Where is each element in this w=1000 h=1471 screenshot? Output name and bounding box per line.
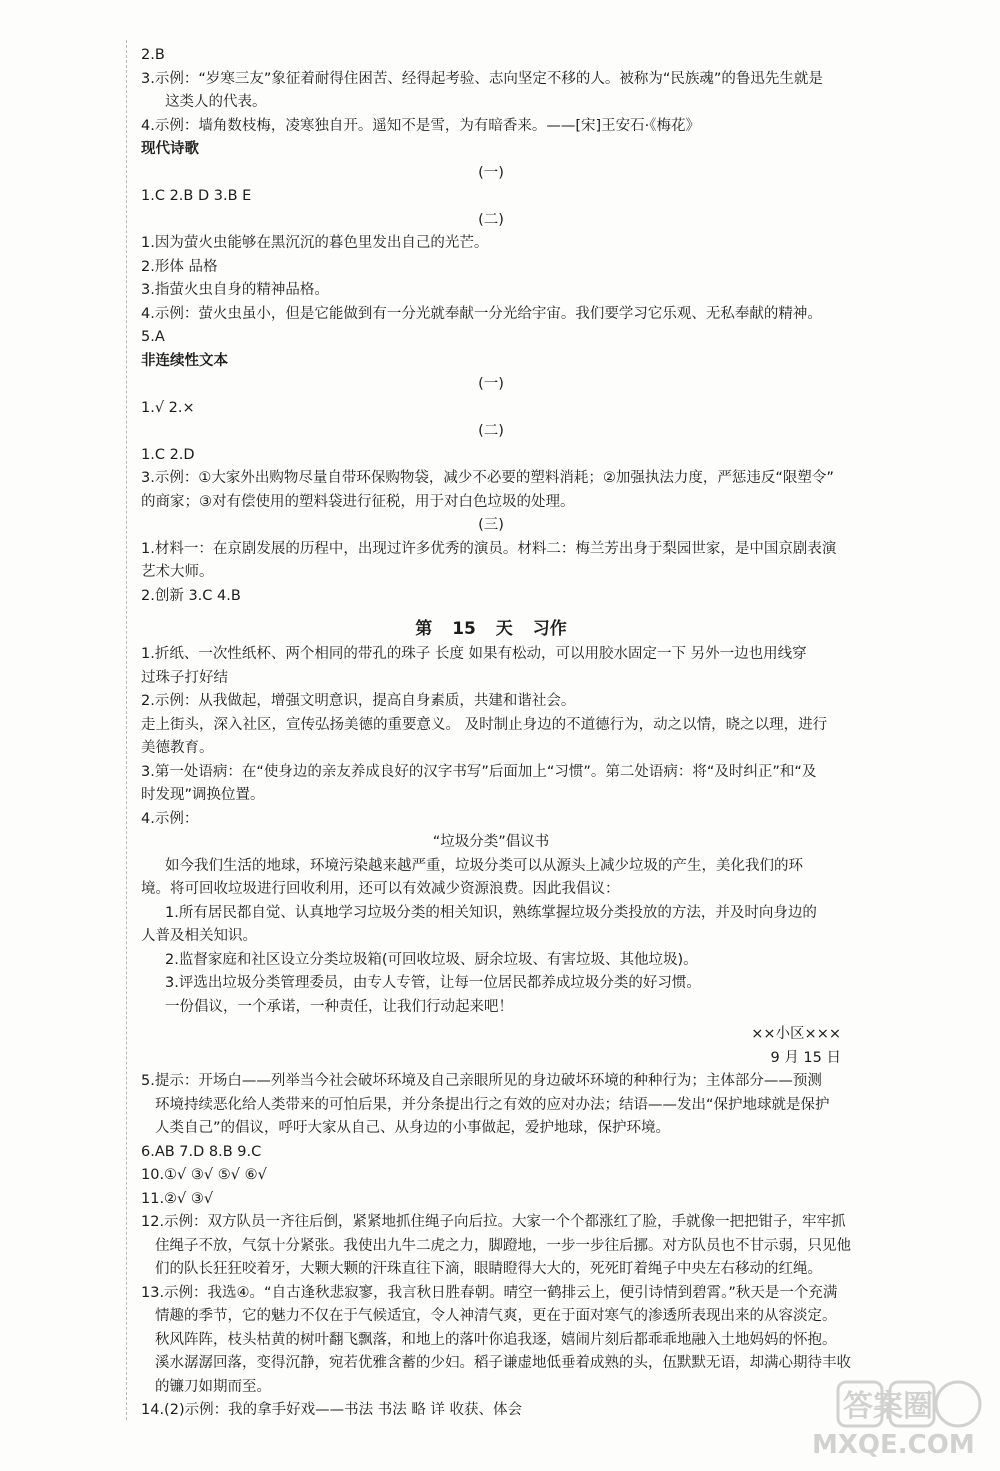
answer-line: 3.第一处语病：在“使身边的亲友养成良好的汉字书写”后面加上“习惯”。第二处语病：将“及时纠正”和“及: [141, 763, 817, 780]
answer-line: 走上街头，深入社区，宣传弘扬美德的重要意义。 及时制止身边的不道德行为，动之以情，晓之以理，进行: [141, 716, 828, 733]
answer-line: 秋风阵阵，枝头枯黄的树叶翻飞飘落，和地上的落叶你追我逐，嬉闹片刻后都乖乖地融入土地妈妈的怀抱。: [155, 1331, 837, 1348]
answer-line: 的镰刀如期而至。: [155, 1378, 271, 1395]
answer-line: 们的队长狂狂咬着牙，大颗大颗的汗珠直往下滴，眼睛瞪得大大的，死死盯着绳子中央左右移动的红绳。: [155, 1261, 822, 1277]
binding-margin-line: [126, 40, 127, 1420]
answer-line: 5.A: [141, 329, 165, 345]
part-label: (三): [478, 517, 504, 533]
part-label: (二): [478, 423, 504, 439]
section-heading-modern-poetry: 现代诗歌: [141, 141, 199, 157]
answer-line: 1.材料一：在京剧发展的历程中，出现过许多优秀的演员。材料二：梅兰芳出身于梨园世家，是中国京剧表演: [141, 540, 837, 557]
answer-line: 2.形体 品格: [141, 258, 218, 275]
part-label: (一): [478, 164, 504, 181]
answer-line: 人类自己”的倡议，呼吁大家从自己、从身边的小事做起，爱护地球，保护环境。: [155, 1120, 671, 1136]
answer-line: 5.提示：开场白——列举当今社会破坏环境及自己亲眼所见的身边破坏环境的种种行为；主体部分——预测: [141, 1073, 822, 1089]
answer-line: 10.①√ ③√ ⑤√ ⑥√: [141, 1167, 267, 1183]
answer-line: 的商家；③对有偿使用的塑料袋进行征税，用于对白色垃圾的处理。: [141, 493, 575, 510]
part-label: (一): [478, 376, 504, 392]
answer-line: 14.(2)示例：我的拿手好戏——书法 书法 略 详 收获、体会: [141, 1402, 523, 1418]
answer-line: 2.示例：从我做起，增强文明意识，提高自身素质，共建和谐社会。: [141, 693, 576, 709]
answer-content: [141, 44, 851, 1423]
section-heading-nonlinear-text: 非连续性文本: [141, 352, 228, 369]
site-watermark: [808, 1378, 984, 1468]
answer-line: 4.示例：萤火虫虽小，但是它能做到有一分光就奉献一分光给宇宙。我们要学习它乐观、无私奉献的精神。: [141, 305, 822, 322]
proposal-paragraph: 人普及相关知识。: [141, 928, 257, 944]
proposal-date: 9 月 15 日: [770, 1049, 841, 1066]
answer-line: 3.示例：①大家外出购物尽量自带环保购物袋，减少不必要的塑料消耗；②加强执法力度，严惩违反“限塑令”: [141, 470, 834, 486]
answer-line: 2.B: [141, 47, 165, 63]
answer-line: 这类人的代表。: [165, 94, 267, 110]
answer-line: 美德教育。: [141, 740, 214, 756]
proposal-paragraph: 1.所有居民都自觉、认真地学习垃圾分类的相关知识，熟练掌握垃圾分类投放的方法，并及时向身边的: [165, 904, 817, 921]
answer-line: 1.√ 2.×: [141, 399, 195, 416]
proposal-paragraph: 境。将可回收垃圾进行回收利用，还可以有效减少资源浪费。因此我倡议：: [141, 881, 620, 897]
answer-line: 1.C 2.B D 3.B E: [141, 188, 252, 204]
answer-line: 2.创新 3.C 4.B: [141, 587, 241, 604]
answer-line: 12.示例：双方队员一齐往后倒，紧紧地抓住绳子向后拉。大家一个个都涨红了脸，手就像一把把钳子，牢牢抓: [141, 1214, 846, 1230]
answer-line: 时发现”调换位置。: [141, 787, 265, 803]
day-15-title: 第 15 天 习作: [415, 619, 567, 639]
proposal-signer: ××小区×××: [751, 1026, 841, 1042]
answer-line: 11.②√ ③√: [141, 1190, 214, 1207]
answer-line: 6.AB 7.D 8.B 9.C: [141, 1143, 262, 1160]
answer-line: 溪水潺潺回落，变得沉静，宛若优雅含蓄的少妇。稻子谦虚地低垂着成熟的头，伍默默无语，却满心期待丰收: [155, 1355, 851, 1371]
answer-line: 3.指萤火虫自身的精神品格。: [141, 282, 329, 298]
svg-text:答案圈: 答案圈: [843, 1389, 933, 1424]
answer-line: 4.示例：: [141, 810, 199, 827]
answer-line: 13.示例：我选④。“自古逢秋悲寂寥，我言秋日胜春朝。晴空一鹤排云上，便引诗情到碧霄。”秋天是一个充满: [141, 1284, 838, 1301]
proposal-title: “垃圾分类”倡议书: [432, 834, 550, 850]
answer-line: 3.示例：“岁寒三友”象征着耐得住困苦、经得起考验、志向坚定不移的人。被称为“民族魂”的鲁迅先生就是: [141, 70, 823, 87]
answer-line: 情趣的季节，它的魅力不仅在于气候适宜，令人神清气爽，更在于面对寒气的渗透所表现出来的从容淡定。: [155, 1308, 837, 1324]
proposal-paragraph: 如今我们生活的地球，环境污染越来越严重，垃圾分类可以从源头上减少垃圾的产生，美化我们的环: [165, 857, 803, 874]
proposal-paragraph: 3.评选出垃圾分类管理委员，由专人专管，让每一位居民都养成垃圾分类的好习惯。: [165, 975, 701, 991]
answer-line: 1.C 2.D: [141, 446, 195, 463]
watermark-text: MXQE.COM: [812, 1430, 975, 1460]
part-label: (二): [478, 211, 504, 228]
answer-line: 住绳子不放，气氛十分紧张。我使出九牛二虎之力，脚蹬地，一步一步往后挪。对方队员也不甘示弱，只见他: [155, 1237, 851, 1254]
proposal-paragraph: 2.监督家庭和社区设立分类垃圾箱(可回收垃圾、厨余垃圾、有害垃圾、其他垃圾)。: [165, 951, 698, 968]
answer-line: 环境持续恶化给人类带来的可怕后果，并分条提出行之有效的应对办法；结语——发出“保护地球就是保护: [155, 1096, 830, 1113]
proposal-paragraph: 一份倡议，一个承诺，一种责任，让我们行动起来吧！: [165, 998, 513, 1015]
watermark-logo-icon: [808, 1378, 984, 1434]
answer-line: 艺术大师。: [141, 564, 214, 580]
answer-line: 过珠子打好结: [141, 669, 228, 686]
answer-line: 1.折纸、一次性纸杯、两个相同的带孔的珠子 长度 如果有松动，可以用胶水固定一下 另外一边也用线穿: [141, 646, 807, 662]
answer-line: 4.示例：墙角数枝梅，凌寒独自开。遥知不是雪，为有暗香来。——[宋]王安石·《梅花》: [141, 117, 701, 134]
answer-line: 1.因为萤火虫能够在黑沉沉的暮色里发出自己的光芒。: [141, 235, 489, 251]
